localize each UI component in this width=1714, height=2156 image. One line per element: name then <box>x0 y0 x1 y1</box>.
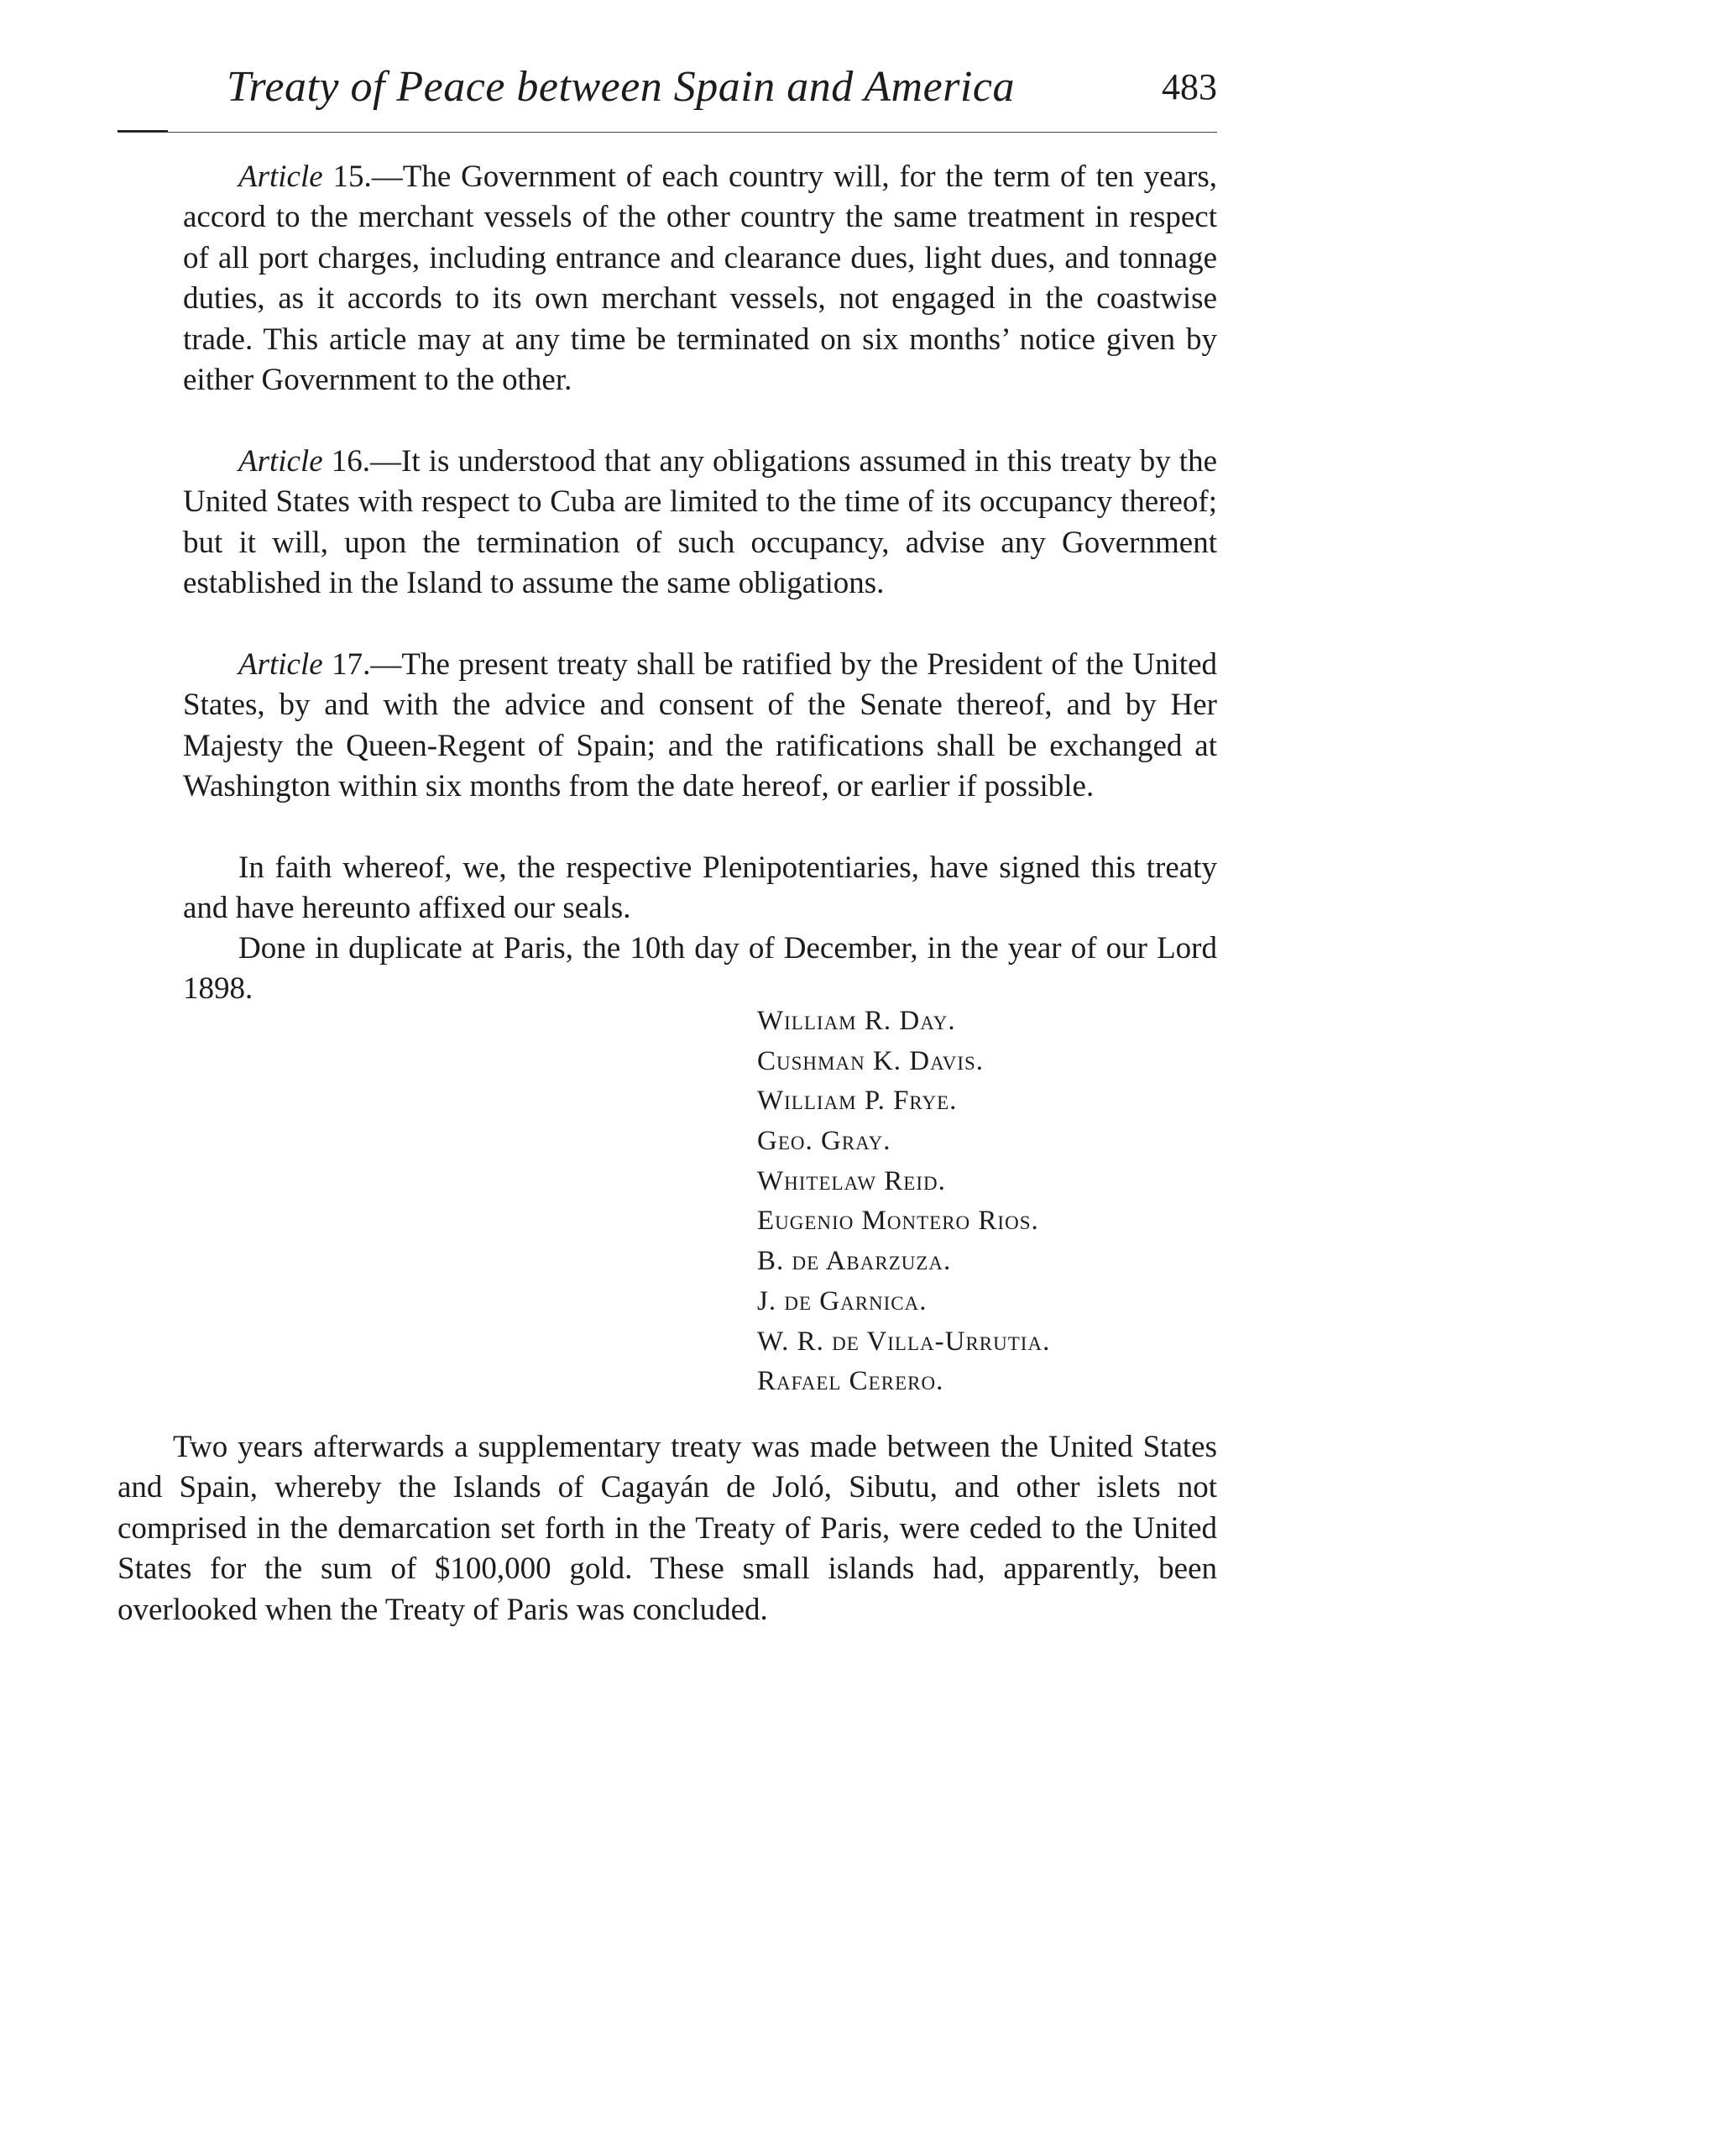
article-17-lead: Article <box>238 647 323 682</box>
signatory-name: Cushman K. Davis. <box>757 1045 985 1076</box>
signatory-name: Whitelaw Reid. <box>757 1165 946 1196</box>
page-number: 483 <box>1162 66 1217 107</box>
signatory-name: B. de Abarzuza. <box>757 1246 952 1277</box>
article-17 <box>183 645 1217 808</box>
article-16-lead: Article <box>238 444 323 479</box>
note-paragraph: Two years afterwards a supplementary treaty was made between the United States and Spain, whereby the Islands of Cagayán de Joló, Sibutu, and other islets not comprised in the demarcation set forth in the Treaty of Paris, were ceded to the United States for the sum of $100,000 gold. These small islands had, apparently, been overlooked when the Treaty of Paris was concluded. <box>118 1430 1217 1627</box>
witness-paragraph: In faith whereof, we, the respective Plenipotentiaries, have signed this treaty and have hereunto affixed our seals. <box>183 850 1217 926</box>
signatory-name: W. R. de Villa-Urrutia. <box>757 1326 1051 1357</box>
closing-date <box>183 929 1217 1010</box>
article-16 <box>183 442 1217 604</box>
article-15 <box>183 157 1217 400</box>
header-rule <box>118 132 1217 133</box>
article-16-text: 16.—It is understood that any obligations assumed in this treaty by the United States with respect to Cuba are limited to the time of its occupancy thereof; but it will, upon the termination of such occupancy, advise any Government established in the Island to assume the same obligations. <box>183 444 1217 601</box>
signatory-name: Rafael Cerero. <box>757 1366 944 1397</box>
signatory-list <box>757 1002 1227 1402</box>
signatory-name: Geo. Gray. <box>757 1126 891 1157</box>
article-15-text: 15.—The Government of each country will, for the term of ten years, accord to the merchant vessels of the other country the same treatment in respect of all port charges, including entrance and clearance dues, light dues, and tonnage duties, as it accords to its own merchant vessels, not engaged in the coastwise trade. This article may at any time be terminated on six months’ notice given by either Government to the other. <box>183 160 1217 398</box>
article-17-paragraph <box>183 645 1217 808</box>
closing-witness <box>183 848 1217 929</box>
signatory-name: J. de Garnica. <box>757 1285 928 1316</box>
article-15-lead: Article <box>238 160 323 194</box>
supplementary-note <box>118 1427 1217 1630</box>
signatory-name: William R. Day. <box>757 1006 956 1036</box>
signatory-name: William P. Frye. <box>757 1086 958 1117</box>
running-head-title: Treaty of Peace between Spain and America <box>227 63 1015 111</box>
article-15-paragraph <box>183 157 1217 400</box>
running-head <box>227 59 1217 118</box>
article-17-text: 17.—The present treaty shall be ratified by the President of the United States, by and with the advice and consent of the Senate thereof, and by Her Majesty the Queen-Regent of Spain; and the ratifications shall be exchanged at Washington within six months from the date hereof, or earlier if possible. <box>183 647 1217 804</box>
date-paragraph: Done in duplicate at Paris, the 10th day of December, in the year of our Lord 1898. <box>183 931 1217 1007</box>
article-16-paragraph <box>183 442 1217 604</box>
signatory-name: Eugenio Montero Rios. <box>757 1206 1039 1237</box>
